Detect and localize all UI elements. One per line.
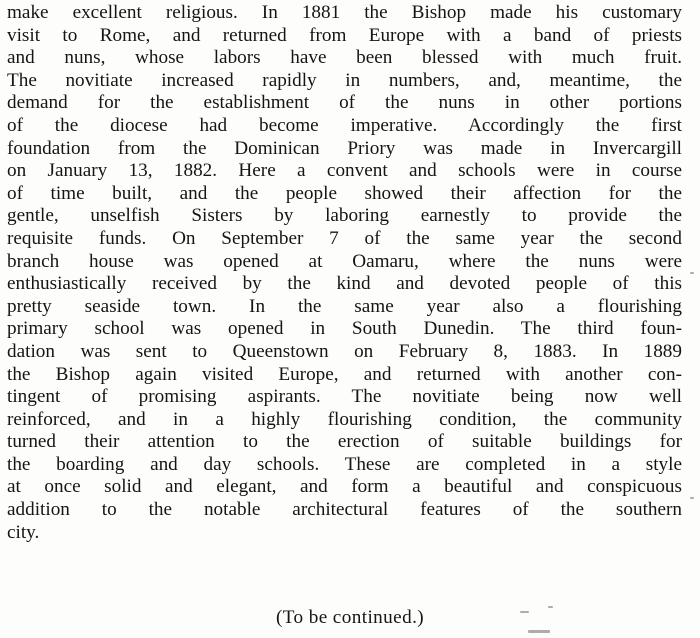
text-line: visit to Rome, and returned from Europe with a band of priests [7, 24, 682, 46]
text-line: primary school was opened in South Dunedin. The third foun- [7, 318, 682, 340]
text-line: reinforced, and in a highly flourishing condition, the community [7, 408, 682, 430]
text-line: city. [7, 521, 40, 543]
text-line: on January 13, 1882. Here a convent and schools were in course [7, 160, 682, 182]
text-line: of the diocese had become imperative. Accordingly the first [7, 114, 682, 136]
text-line: foundation from the Dominican Priory was made in Invercargill [7, 137, 682, 159]
text-line: demand for the establishment of the nuns in other portions [7, 92, 682, 114]
body-text [7, 2, 682, 544]
text-line: turned their attention to the erection of suitable buildings for [7, 431, 682, 453]
to-be-continued-note: (To be continued.) [275, 607, 425, 628]
text-line: tingent of promising aspirants. The novitiate being now well [7, 386, 682, 408]
text-line: addition to the notable architectural features of the southern [7, 499, 682, 521]
text-line: enthusiastically received by the kind and devoted people of this [7, 273, 682, 295]
text-line: branch house was opened at Oamaru, where the nuns were [7, 250, 682, 272]
text-line: requisite funds. On September 7 of the same year the second [7, 227, 682, 249]
text-line: the boarding and day schools. These are completed in a style [7, 453, 682, 475]
scan-speck [690, 497, 694, 499]
text-line: pretty seaside town. In the same year also a flourishing [7, 295, 682, 317]
text-line: gentle, unselfish Sisters by laboring earnestly to provide the [7, 205, 682, 227]
scan-speck [528, 630, 550, 633]
scan-speck [690, 272, 694, 274]
scan-speck [520, 611, 529, 613]
text-line: at once solid and elegant, and form a beautiful and conspicuous [7, 476, 682, 498]
text-line: dation was sent to Queenstown on February 8, 1883. In 1889 [7, 340, 682, 362]
text-line: make excellent religious. In 1881 the Bishop made his customary [7, 2, 682, 23]
text-line: the Bishop again visited Europe, and returned with another con- [7, 363, 682, 385]
scan-speck [548, 606, 553, 608]
text-line: and nuns, whose labors have been blessed with much fruit. [7, 47, 682, 69]
text-line: of time built, and the people showed their affection for the [7, 182, 682, 204]
text-line: The novitiate increased rapidly in numbers, and, meantime, the [7, 69, 682, 91]
